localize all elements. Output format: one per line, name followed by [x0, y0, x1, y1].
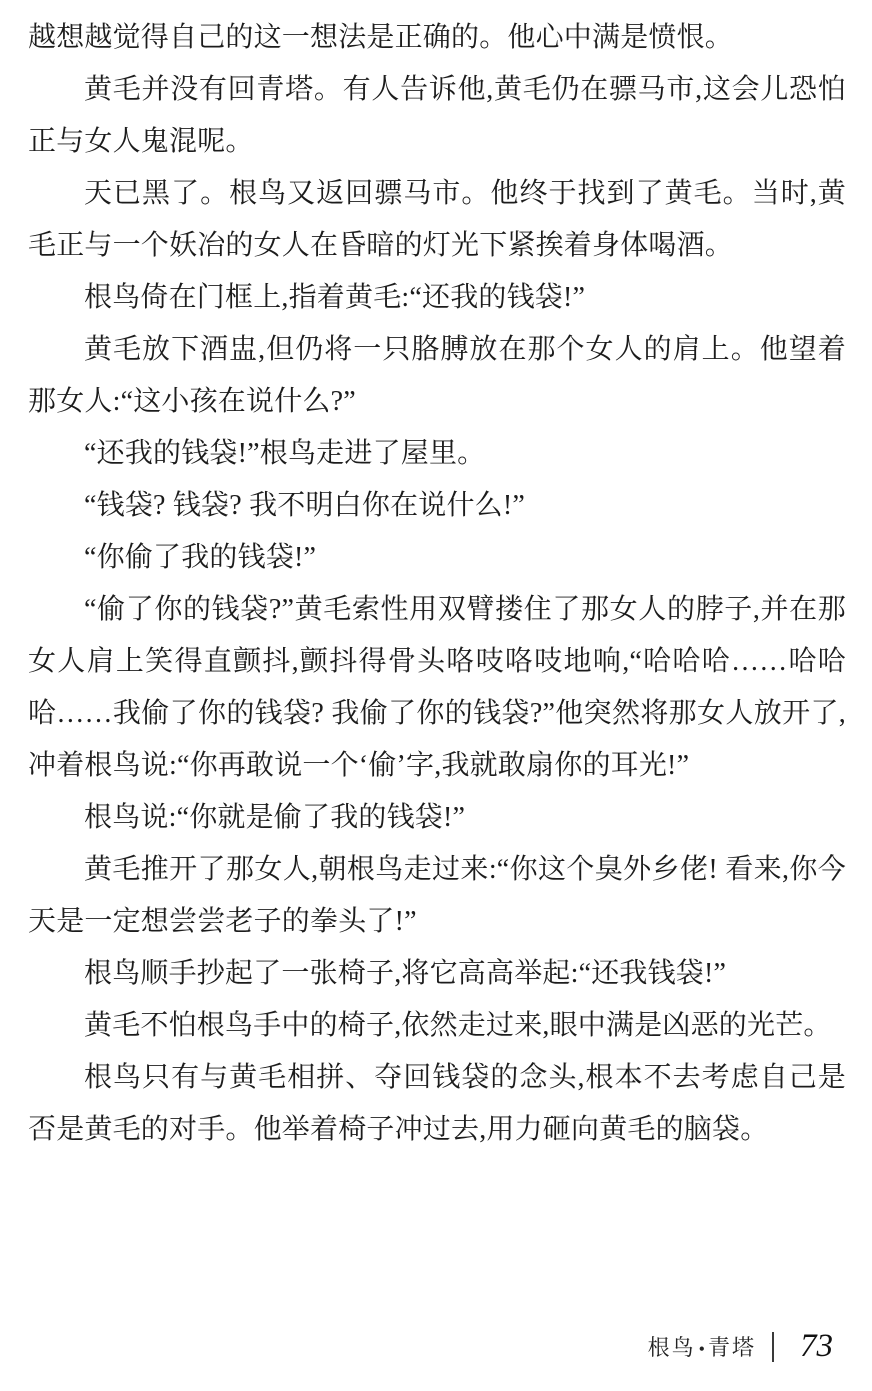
paragraph-2: 黄毛并没有回青塔。有人告诉他,黄毛仍在骠马市,这会儿恐怕正与女人鬼混呢。: [28, 74, 846, 157]
page-number: 73: [800, 1328, 833, 1364]
separator-dot-icon: •: [698, 1339, 705, 1359]
paragraph-5: 黄毛放下酒盅,但仍将一只胳膊放在那个女人的肩上。他望着那女人:“这小孩在说什么?”: [28, 334, 846, 417]
paragraph-4: 根鸟倚在门框上,指着黄毛:“还我的钱袋!”: [84, 282, 586, 313]
paragraph-11: 黄毛推开了那女人,朝根鸟走过来:“你这个臭外乡佬! 看来,你今天是一定想尝尝老子的拳头了!”: [28, 854, 846, 937]
paragraph-12: 根鸟顺手抄起了一张椅子,将它高高举起:“还我钱袋!”: [84, 958, 727, 989]
running-title: [648, 1331, 756, 1362]
paragraph-6: “还我的钱袋!”根鸟走进了屋里。: [84, 438, 486, 469]
paragraph-1: 越想越觉得自己的这一想法是正确的。他心中满是愤恨。: [28, 22, 734, 53]
body-text: [28, 12, 846, 1156]
paragraph-13: 黄毛不怕根鸟手中的椅子,依然走过来,眼中满是凶恶的光芒。: [84, 1010, 832, 1041]
paragraph-10: 根鸟说:“你就是偷了我的钱袋!”: [84, 802, 466, 833]
paragraph-7: “钱袋? 钱袋? 我不明白你在说什么!”: [84, 490, 526, 521]
footer-divider-bar: [772, 1332, 774, 1362]
book-title: 根鸟: [647, 1335, 696, 1360]
paragraph-3: 天已黑了。根鸟又返回骠马市。他终于找到了黄毛。当时,黄毛正与一个妖冶的女人在昏暗的灯光下紧挨着身体喝酒。: [28, 178, 846, 261]
page-footer: [648, 1328, 833, 1365]
paragraph-8: “你偷了我的钱袋!”: [84, 542, 317, 573]
paragraph-14: 根鸟只有与黄毛相拼、夺回钱袋的念头,根本不去考虑自己是否是黄毛的对手。他举着椅子冲过去,用力砸向黄毛的脑袋。: [28, 1062, 846, 1145]
paragraph-9: “偷了你的钱袋?”黄毛索性用双臂搂住了那女人的脖子,并在那女人肩上笑得直颤抖,颤抖得骨头咯吱咯吱地响,“哈哈哈……哈哈哈……我偷了你的钱袋? 我偷了你的钱袋?”他突然将那女人放开了,冲着根鸟说:“你再敢说一个‘偷’字,我就敢扇你的耳光!”: [28, 594, 846, 781]
chapter-title: 青塔: [707, 1335, 756, 1360]
